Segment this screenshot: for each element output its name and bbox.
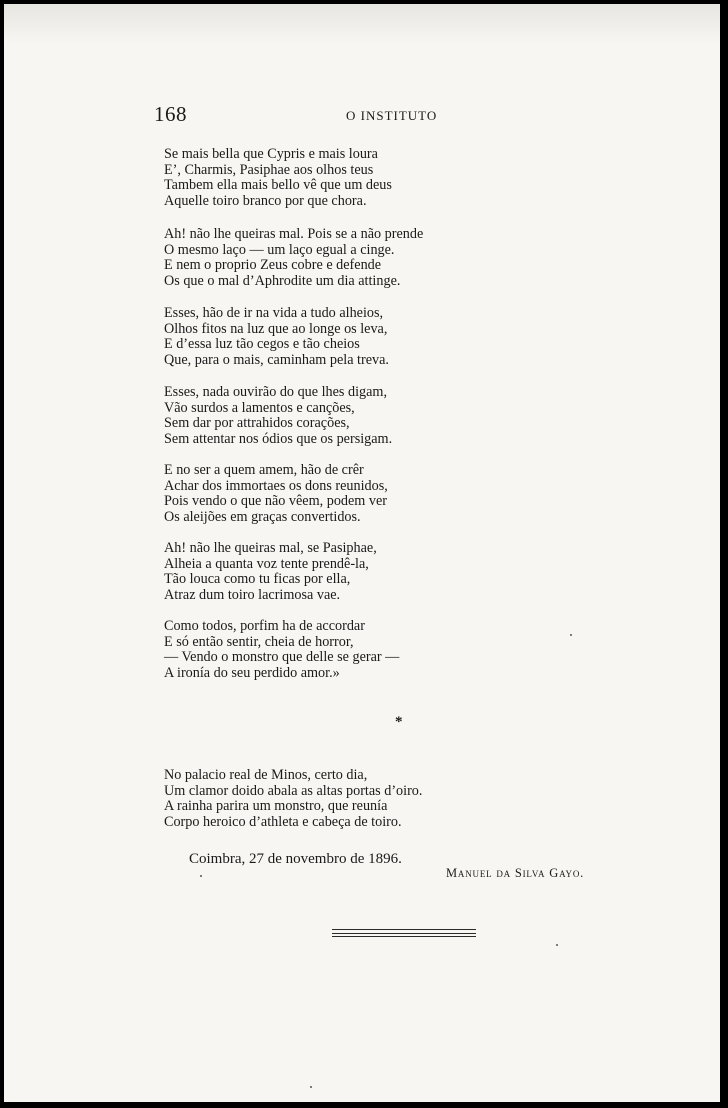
verse-line: Esses, nada ouvirão do que lhes digam, — [164, 384, 388, 400]
author-signature: Manuel da Silva Gayo. — [446, 866, 585, 880]
verse-line: A ironía do seu perdido amor.» — [164, 664, 340, 681]
verse-line: Se mais bella que Cypris e mais loura — [164, 146, 378, 162]
verse-line: O mesmo laço — um laço egual a cinge. — [164, 241, 395, 258]
stanza-5 — [164, 463, 388, 525]
stanza-1 — [164, 147, 392, 209]
verse-line: Os que o mal d’Aphrodite um dia attinge. — [164, 272, 401, 289]
verse-line: Atraz dum toiro lacrimosa vae. — [164, 586, 341, 603]
verse-line: Que, para o mais, caminham pela treva. — [164, 351, 389, 368]
verse-line: Ah! não lhe queiras mal, se Pasiphae, — [164, 540, 377, 556]
verse-line: — Vendo o monstro que delle se gerar — — [164, 649, 400, 666]
stanza-6 — [164, 541, 377, 603]
verse-line: Como todos, porfim ha de accordar — [164, 618, 365, 634]
verse-line: A rainha parira um monstro, que reunía — [164, 798, 388, 815]
verse-line: E nem o proprio Zeus cobre e defende — [164, 257, 382, 274]
verse-line: Tão louca como tu ficas por ella, — [164, 571, 351, 588]
verse-line: Ah! não lhe queiras mal. Pois se a não prende — [164, 226, 424, 242]
verse-line: No palacio real de Minos, certo dia, — [164, 767, 368, 783]
verse-line: Corpo heroico d’athleta e cabeça de toiro. — [164, 813, 402, 830]
closing-rule-middle — [332, 933, 476, 934]
scan-edge-shading — [4, 4, 720, 44]
verse-line: Pois vendo o que não vêem, podem ver — [164, 493, 388, 510]
verse-line: Um clamor doido abala as altas portas d’oiro. — [164, 782, 423, 799]
scan-speck — [556, 944, 558, 946]
verse-line: Olhos fitos na luz que ao longe os leva, — [164, 320, 388, 337]
page-number: 168 — [154, 102, 187, 126]
verse-line: Aquelle toiro branco por que chora. — [164, 192, 367, 209]
page-header — [154, 102, 454, 128]
scan-speck — [200, 875, 202, 877]
scan-speck — [570, 634, 572, 636]
verse-line: Sem attentar nos ódios que os persigam. — [164, 430, 393, 447]
verse-line: E só então sentir, cheia de horror, — [164, 633, 354, 650]
stanza-7 — [164, 619, 399, 681]
verse-line: Alheia a quanta voz tente prendê-la, — [164, 555, 369, 572]
stanza-4 — [164, 385, 392, 447]
page-sheet — [4, 4, 720, 1102]
verse-line: Achar dos immortaes os dons reunidos, — [164, 477, 388, 494]
stanza-2 — [164, 227, 423, 289]
verse-line: Esses, hão de ir na vida a tudo alheios, — [164, 305, 384, 321]
scan-speck — [310, 1086, 312, 1088]
verse-line: Os aleijões em graças convertidos. — [164, 508, 361, 525]
verse-line: Vão surdos a lamentos e canções, — [164, 399, 355, 416]
closing-rule-top — [332, 929, 476, 930]
verse-line: Sem dar por attrahidos corações, — [164, 415, 350, 432]
closing-rule-bottom — [332, 936, 476, 937]
verse-line: Tambem ella mais bello vê que um deus — [164, 177, 392, 194]
verse-line: E no ser a quem amem, hão de crêr — [164, 462, 364, 478]
verse-line: E’, Charmis, Pasiphae aos olhos teus — [164, 161, 374, 178]
closing-stanza — [164, 768, 422, 830]
verse-line: E d’essa luz tão cegos e tão cheios — [164, 336, 360, 353]
running-title: O INSTITUTO — [346, 108, 438, 123]
section-separator: * — [395, 714, 403, 730]
place-date: Coimbra, 27 de novembro de 1896. — [189, 851, 402, 867]
stanza-3 — [164, 306, 389, 368]
